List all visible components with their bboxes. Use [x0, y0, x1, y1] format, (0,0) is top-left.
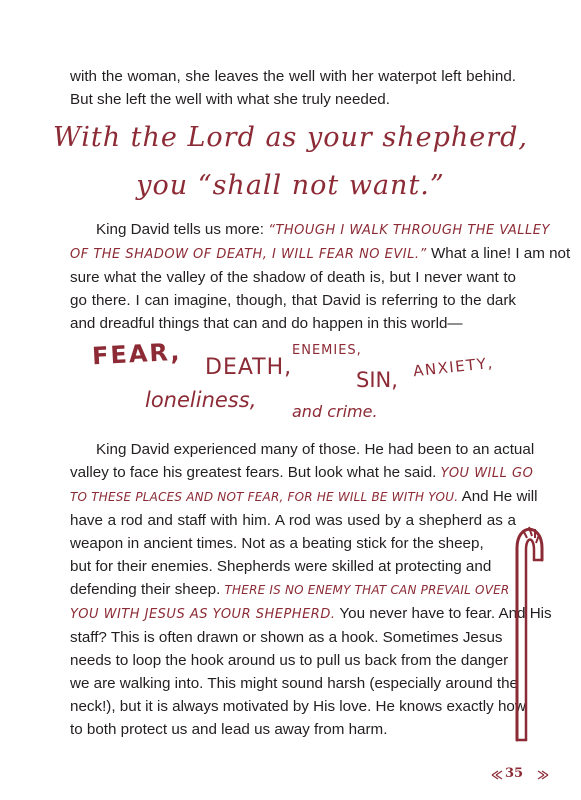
paragraph-intro	[70, 65, 516, 111]
text-run: What a line! I am not	[426, 245, 571, 262]
text-line: staff? This is often drawn or shown as a hook. Sometimes Jesus	[70, 629, 503, 646]
paragraph-rod-and-staff	[70, 438, 552, 741]
text-line: weapon in ancient times. Not as a beating stick for the sheep,	[70, 535, 484, 552]
text-line: but for their enemies. Shepherds were skilled at protecting and	[70, 558, 492, 575]
text-run: And He will	[458, 488, 538, 505]
word-anxiety: ANXIETY,	[412, 353, 495, 381]
text-line: neck!), but it is always motivated by His love. He knows exactly how	[70, 698, 526, 715]
word-crime: and crime.	[292, 402, 378, 421]
page-number: 35	[505, 766, 524, 781]
handwritten-scripture: THERE IS NO ENEMY THAT CAN PREVAIL OVER	[224, 583, 510, 597]
text-line: to both protect us and lead us away from harm.	[70, 721, 388, 738]
paragraph-valley	[70, 218, 571, 335]
text-line: sure what the valley of the shadow of death is, but I never want to	[70, 269, 516, 286]
handwritten-scripture: TO THESE PLACES AND NOT FEAR, FOR HE WILL BE WITH YOU.	[70, 490, 459, 504]
pull-quote-line-1: With the Lord as your shepherd,	[52, 122, 529, 153]
shepherd-staff-icon	[504, 518, 544, 748]
text-line	[70, 242, 571, 266]
text-line: King David experienced many of those. He had been to an actual	[96, 441, 535, 458]
text-line	[70, 461, 534, 485]
text-line	[70, 485, 538, 509]
handwritten-scripture: YOU WITH JESUS AS YOUR SHEPHERD.	[70, 607, 336, 622]
text-run: defending their sheep.	[70, 581, 225, 598]
text-run: You never have to fear. And His	[335, 605, 552, 622]
text-line: But she left the well with what she truly needed.	[70, 91, 390, 108]
text-line: with the woman, she leaves the well with her waterpot left behind.	[70, 68, 516, 85]
text-line: have a rod and staff with him. A rod was used by a shepherd as a	[70, 512, 516, 529]
word-enemies: ENEMIES,	[292, 343, 362, 358]
handwritten-scripture: YOU WILL GO	[440, 466, 534, 481]
pull-quote-line-2: you “shall not want.”	[136, 170, 445, 201]
text-line: go there. I can imagine, though, that David is referring to the dark	[70, 292, 516, 309]
text-run: valley to face his greatest fears. But look what he said.	[70, 464, 441, 481]
word-sin: SIN,	[356, 368, 398, 392]
handwritten-scripture: OF THE SHADOW OF DEATH, I WILL FEAR NO EVIL.”	[70, 247, 427, 262]
text-line: needs to loop the hook around us to pull us back from the danger	[70, 652, 509, 669]
word-death: DEATH,	[205, 355, 293, 380]
text-line	[70, 602, 552, 626]
text-run: King David tells us more:	[96, 221, 269, 238]
word-loneliness: loneliness,	[145, 388, 257, 412]
text-line	[70, 578, 516, 602]
text-line	[70, 218, 550, 242]
text-line: and dreadful things that can and do happen in this world—	[70, 315, 463, 332]
text-line: we are walking into. This might sound harsh (especially around the	[70, 675, 518, 692]
word-fear: FEAR,	[91, 337, 183, 371]
handwritten-scripture: “THOUGH I WALK THROUGH THE VALLEY	[268, 223, 550, 238]
